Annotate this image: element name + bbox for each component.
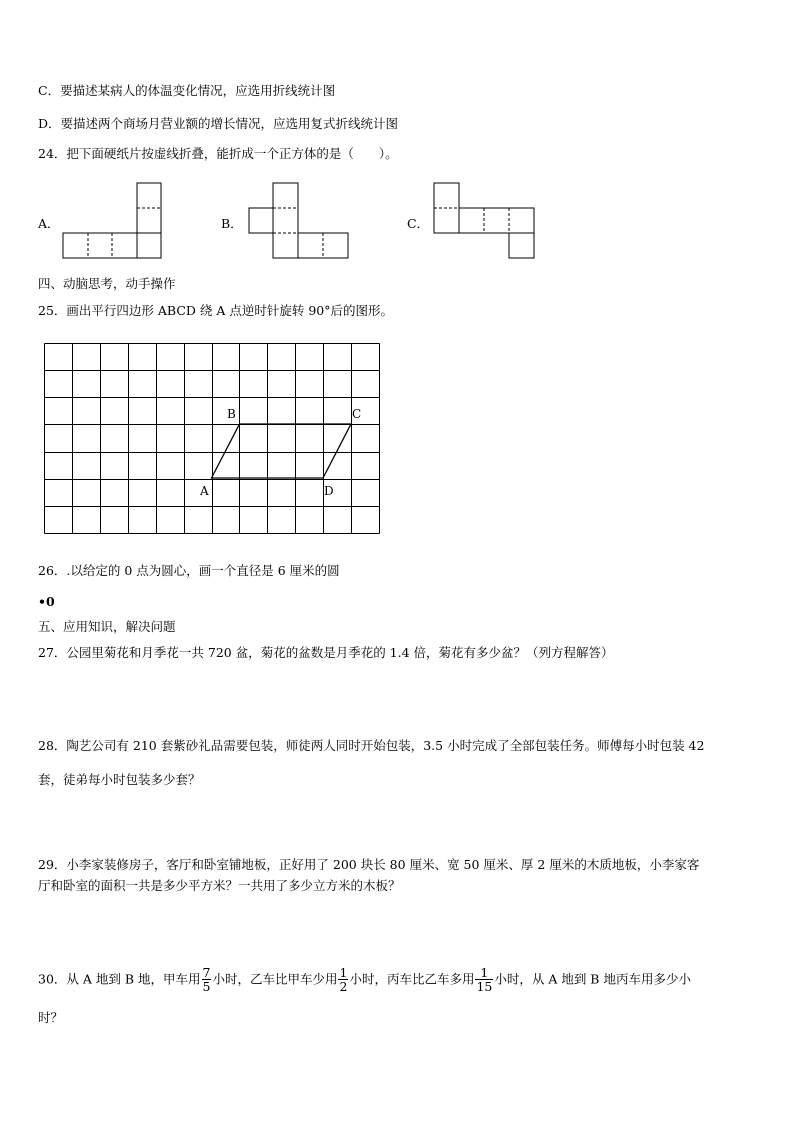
fraction-1-15: $\frac{1}{15}$ — [476, 965, 493, 994]
question-26: 26．.以给定的 0 点为圆心，画一个直径是 6 厘米的圆 — [38, 563, 340, 578]
center-point-o: •0 — [38, 594, 55, 609]
fraction-1-2: $\frac{1}{2}$ — [339, 965, 348, 994]
option-b-label: B． — [221, 216, 243, 231]
parallelogram-abcd — [212, 424, 352, 478]
q30-part4: 小时，从 A 地到 B 地丙车用多少小 — [494, 971, 691, 987]
question-29-line1: 29．小李家装修房子，客厅和卧室铺地板，正好用了 200 块长 80 厘米、宽 50 厘米、厚 2 厘米的木质地板，小李家客 — [38, 857, 700, 872]
option-c-23: C．要描述某病人的体温变化情况，应选用折线统计图 — [38, 83, 336, 98]
q30-part1: 30．从 A 地到 B 地，甲车用 — [38, 971, 201, 987]
q30-part3: 小时，丙车比乙车多用 — [349, 971, 475, 987]
section-5-title: 五、应用知识，解决问题 — [38, 619, 176, 634]
cube-net-c — [434, 183, 536, 259]
question-29-line2: 厅和卧室的面积一共是多少平方米？一共用了多少立方米的木板？ — [38, 878, 401, 893]
option-a-label: A． — [38, 216, 60, 231]
question-28-line2: 套，徒弟每小时包装多少套？ — [38, 772, 201, 787]
cube-net-a — [63, 183, 163, 259]
question-27: 27．公园里菊花和月季花一共 720 盆，菊花的盆数是月季花的 1.4 倍，菊花有多少盆？（列方程解答） — [38, 645, 614, 660]
question-30-line2: 时？ — [38, 1010, 64, 1025]
section-4-title: 四、动脑思考，动手操作 — [38, 276, 176, 291]
question-30-line1 — [38, 966, 691, 993]
fraction-7-5: $\frac{7}{5}$ — [202, 965, 211, 994]
cube-net-b — [249, 183, 351, 259]
option-d-23: D．要描述两个商场月营业额的增长情况，应选用复式折线统计图 — [38, 116, 399, 131]
point-label-c: C — [352, 407, 362, 421]
question-25: 25．画出平行四边形 ABCD 绕 A 点逆时针旋转 90°后的图形。 — [38, 303, 393, 318]
option-c-label: C． — [407, 216, 430, 231]
point-label-d: D — [324, 484, 334, 498]
grid-parallelogram — [44, 343, 380, 535]
q30-part2: 小时，乙车比甲车少用 — [212, 971, 338, 987]
question-28-line1: 28．陶艺公司有 210 套紫砂礼品需要包装，师徒两人同时开始包装，3.5 小时完成了全部包装任务。师傅每小时包装 42 — [38, 738, 705, 753]
question-24: 24．把下面硬纸片按虚线折叠，能折成一个正方体的是（ ）。 — [38, 146, 398, 161]
point-label-a: A — [200, 484, 209, 498]
point-label-b: B — [227, 407, 236, 421]
